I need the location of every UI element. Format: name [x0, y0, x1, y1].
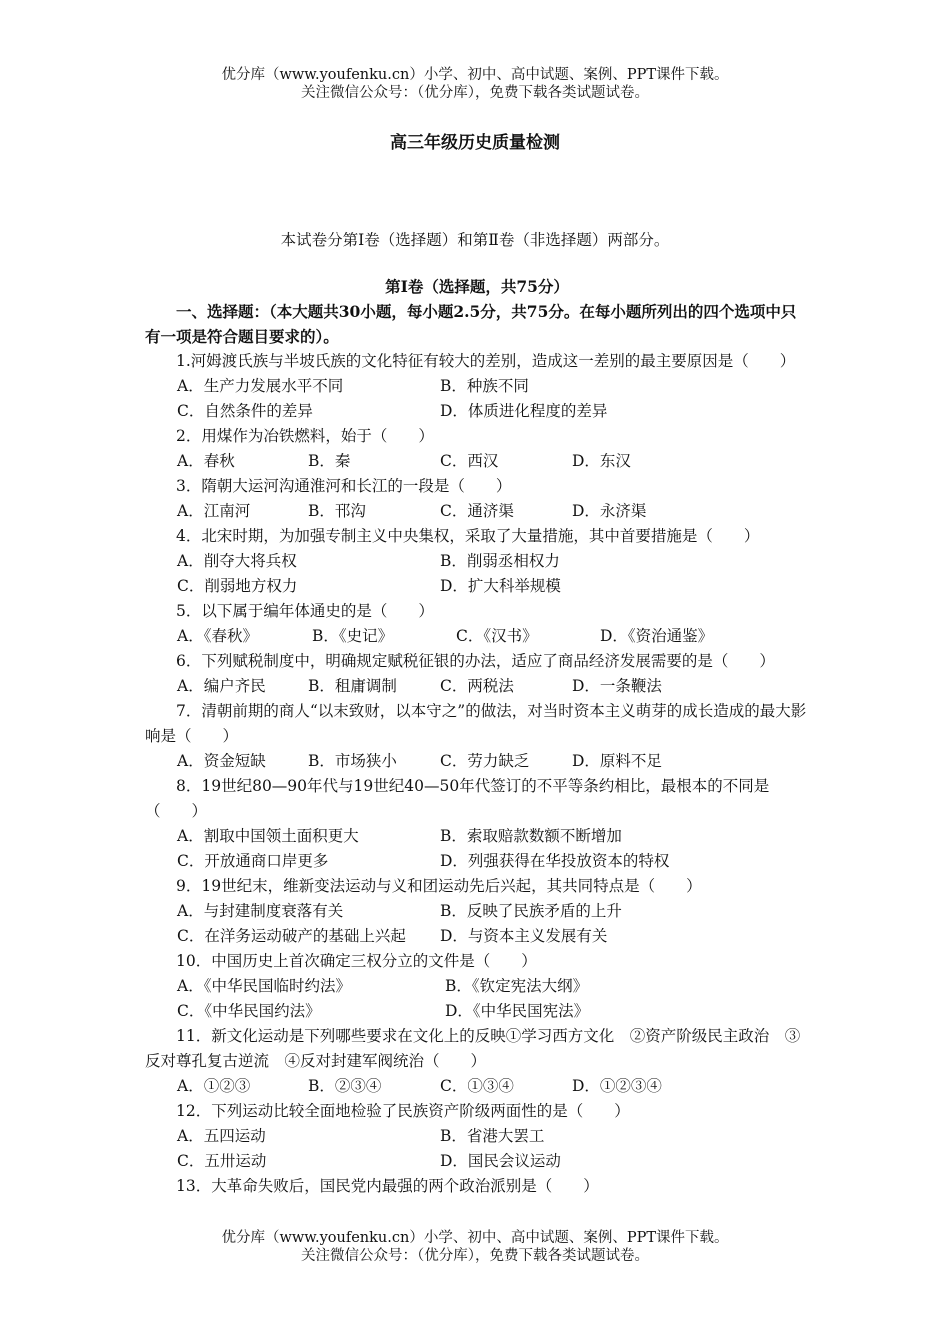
option-d: D．原料不足 [572, 752, 662, 770]
option-a: A．割取中国领土面积更大 [177, 827, 359, 845]
footer-line-1: 优分库（www.youfenku.cn）小学、初中、高中试题、案例、PPT课件下载。 [221, 1230, 729, 1246]
option-c: C．两税法 [440, 677, 514, 695]
options-row [145, 1124, 809, 1149]
options-row [145, 499, 809, 524]
option-a: A．削夺大将兵权 [177, 552, 297, 570]
option-d: D．体质进化程度的差异 [440, 402, 608, 420]
option-c: C．削弱地方权力 [177, 577, 298, 595]
page-footer [0, 1229, 950, 1265]
options-row [145, 824, 809, 849]
option-b: B．②③④ [308, 1077, 382, 1095]
option-b: B．邗沟 [308, 502, 366, 520]
question-stem: 1.河姆渡氏族与半坡氏族的文化特征有较大的差别，造成这一差别的最主要原因是（ ） [176, 352, 796, 370]
option-d: D．东汉 [572, 452, 631, 470]
option-b: B．削弱丞相权力 [440, 552, 560, 570]
option-a: A．五四运动 [177, 1127, 266, 1145]
option-b: B．市场狭小 [308, 752, 397, 770]
option-a: A．生产力发展水平不同 [177, 377, 344, 395]
footer-line-2: 关注微信公众号：（优分库），免费下载各类试题试卷。 [301, 1248, 649, 1264]
option-d: D．《资治通鉴》 [600, 627, 714, 645]
options-row [145, 1074, 809, 1099]
options-row [145, 399, 809, 424]
option-c: C．通济渠 [440, 502, 514, 520]
option-d: D．国民会议运动 [440, 1152, 561, 1170]
option-d: D．永济渠 [572, 502, 647, 520]
options-row [145, 574, 809, 599]
option-c: C．①③④ [440, 1077, 514, 1095]
option-d: D．一条鞭法 [572, 677, 662, 695]
option-a: A．《春秋》 [177, 627, 258, 645]
page-title: 高三年级历史质量检测 [390, 133, 560, 153]
option-d: D．①②③④ [572, 1077, 662, 1095]
header-line-1: 优分库（www.youfenku.cn）小学、初中、高中试题、案例、PPT课件下载。 [221, 67, 729, 83]
option-d: D．列强获得在华投放资本的特权 [440, 852, 670, 870]
option-c: C．劳力缺乏 [440, 752, 530, 770]
options-row [145, 549, 809, 574]
options-row [145, 374, 809, 399]
options-row [145, 1149, 809, 1174]
question-stem: 13．大革命失败后，国民党内最强的两个政治派别是（ ） [176, 1177, 599, 1195]
option-b: B．秦 [308, 452, 351, 470]
question-stem: 6．下列赋税制度中，明确规定赋税征银的办法，适应了商品经济发展需要的是（ ） [176, 652, 775, 670]
option-a: A．《中华民国临时约法》 [177, 977, 351, 995]
options-row [145, 899, 809, 924]
header-line-2: 关注微信公众号：（优分库），免费下载各类试题试卷。 [301, 85, 649, 101]
options-row [145, 974, 809, 999]
exam-intro: 本试卷分第Ⅰ卷（选择题）和第Ⅱ卷（非选择题）两部分。 [280, 231, 670, 249]
section-title: 第Ⅰ卷（选择题，共75分） [385, 277, 569, 296]
page-header [0, 66, 950, 102]
option-b: B．种族不同 [440, 377, 529, 395]
options-row [145, 924, 809, 949]
option-c: C．五卅运动 [177, 1152, 267, 1170]
section-instructions: 一、选择题：（本大题共30小题，每小题2.5分，共75分。在每小题所列出的四个选项中只有一项是符合题目要求的）。 [145, 302, 797, 346]
options-row [145, 999, 809, 1024]
option-b: B．索取赔款数额不断增加 [440, 827, 622, 845]
option-b: B．反映了民族矛盾的上升 [440, 902, 622, 920]
option-a: A．编户齐民 [177, 677, 266, 695]
option-b: B．租庸调制 [308, 677, 397, 695]
exam-content [145, 274, 809, 1199]
option-c: C．自然条件的差异 [177, 402, 313, 420]
question-stem: 12．下列运动比较全面地检验了民族资产阶级两面性的是（ ） [176, 1102, 630, 1120]
option-c: C．《中华民国约法》 [177, 1002, 321, 1020]
option-b: B．《史记》 [312, 627, 394, 645]
option-c: C．在洋务运动破产的基础上兴起 [177, 927, 406, 945]
option-b: B．《钦定宪法大纲》 [445, 977, 589, 995]
question-stem: 10．中国历史上首次确定三权分立的文件是（ ） [176, 952, 537, 970]
question-stem: 3．隋朝大运河沟通淮河和长江的一段是（ ） [176, 477, 512, 495]
option-c: C．西汉 [440, 452, 499, 470]
question-stem: 7．清朝前期的商人“以末致财，以本守之”的做法，对当时资本主义萌芽的成长造成的最大影响是（ ） [145, 702, 807, 745]
options-row [145, 624, 809, 649]
option-a: A．江南河 [177, 502, 251, 520]
question-stem: 9．19世纪末，维新变法运动与义和团运动先后兴起，其共同特点是（ ） [176, 877, 702, 895]
question-stem: 2．用煤作为冶铁燃料，始于（ ） [176, 427, 434, 445]
question-stem: 5．以下属于编年体通史的是（ ） [176, 602, 434, 620]
option-a: A．①②③ [177, 1077, 251, 1095]
question-stem: 11．新文化运动是下列哪些要求在文化上的反映①学习西方文化 ②资产阶级民主政治 ③反对尊孔复古逆流 ④反对封建军阀统治（ ） [145, 1027, 801, 1070]
options-row [145, 849, 809, 874]
option-c: C．开放通商口岸更多 [177, 852, 329, 870]
option-a: A．与封建制度衰落有关 [177, 902, 344, 920]
option-d: D．扩大科举规模 [440, 577, 561, 595]
option-d: D．《中华民国宪法》 [445, 1002, 590, 1020]
options-row [145, 674, 809, 699]
option-c: C．《汉书》 [456, 627, 538, 645]
option-d: D．与资本主义发展有关 [440, 927, 608, 945]
question-stem: 8．19世纪80—90年代与19世纪40—50年代签订的不平等条约相比，最根本的不同是（ ） [145, 777, 770, 820]
options-row [145, 749, 809, 774]
option-a: A．春秋 [177, 452, 235, 470]
options-row [145, 449, 809, 474]
option-a: A．资金短缺 [177, 752, 266, 770]
option-b: B．省港大罢工 [440, 1127, 545, 1145]
question-stem: 4．北宋时期，为加强专制主义中央集权，采取了大量措施，其中首要措施是（ ） [176, 527, 760, 545]
